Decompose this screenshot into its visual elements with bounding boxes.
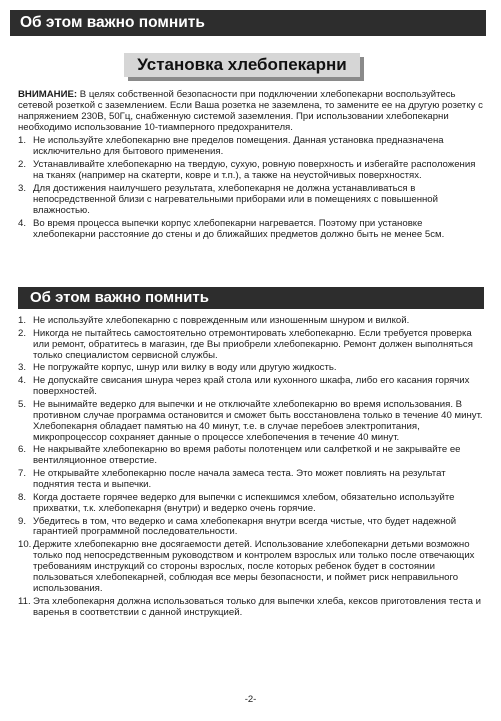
list-item [18,540,484,595]
item-number: 5. [18,398,27,410]
list-item [18,160,484,182]
item-number: 4. [18,375,27,387]
list-item [18,400,484,444]
item-number: 9. [18,515,27,527]
item-number: 11. [18,595,31,607]
page-number: -2- [244,694,257,705]
item-number: 3. [18,183,27,195]
install-list [18,136,484,241]
item-text: Во время процесса выпечки корпус хлебопекарни нагревается. Поэтому при установке хлебопекарни расстояние до стены и до ближайших предметов должно быть не менее 5см. [33,218,445,241]
item-text: Эта хлебопекарня должна использоваться только для выпечки хлеба, кексов приготовления теста и варенья в соответствии с данной инструкцией. [33,595,481,618]
item-text: Не открывайте хлебопекарню после начала замеса теста. Это может повлиять на результат поднятия теста и выпечки. [33,468,446,491]
list-item [18,219,484,241]
list-item [18,493,484,515]
section-title-important: Об этом важно помнить [18,287,484,309]
list-item [18,469,484,491]
list-item [18,363,484,374]
item-text: Убедитесь в том, что ведерко и сама хлебопекарня внутри всегда чистые, что будет надежной гарантией программной последовательности. [33,515,457,538]
item-text: Устанавливайте хлебопекарню на твердую, сухую, ровную поверхность и избегайте расположения на тканях (например на скатерти, ковре и т.п.), а также на неустойчивых поверхностях. [33,158,476,181]
item-text: Когда достаете горячее ведерко для выпечки с испекшимся хлебом, обязательно используйте прихватки, т.к. хлебопекарня (внутри) и ведерко очень горячие. [33,491,455,514]
list-item [18,136,484,158]
item-number: 6. [18,444,27,456]
item-number: 3. [18,362,27,374]
item-number: 4. [18,218,27,230]
item-number: 7. [18,468,27,480]
item-text: Для достижения наилучшего результата, хлебопекарня не должна устанавливаться в непосредственной близи с нагревательными приборами или в помещениях с повышенной влажностью. [33,183,438,216]
item-text: Не накрывайте хлебопекарню во время работы полотенцем или салфеткой и не закрывайте ее вентиляционное отверстие. [33,444,461,467]
item-number: 2. [18,327,27,339]
list-item [18,316,484,327]
item-number: 10. [18,539,32,551]
item-number: 2. [18,158,27,170]
item-text: Не используйте хлебопекарню с поврежденным или изношенным шнуром и вилкой. [33,315,410,326]
item-number: 1. [18,315,27,326]
list-item [18,445,484,467]
list-item [18,376,484,398]
list-item [18,517,484,539]
item-text: Не используйте хлебопекарню вне пределов помещения. Данная установка предназначена исключительно для бытового применения. [33,134,444,157]
page-header: Об этом важно помнить [10,10,486,36]
item-text: Не допускайте свисания шнура через край стола или кухонного шкафа, либо его касания горячих поверхностей. [33,375,470,398]
list-item [18,329,484,362]
item-text: Не погружайте корпус, шнур или вилку в воду или другую жидкость. [33,362,337,374]
list-item [18,597,484,619]
warning-text: В целях собственной безопасности при подключении хлебопекарни воспользуйтесь сетевой розеткой с заземлением. Если Ваша розетка не заземлена, то замените ее на другую розетку с напряжением 230В, 50Гц, снабженную системой заземления. При использовании хлебопекарни необходимо использование 10-тиамперного предохранителя. [18,89,483,133]
list-item [18,184,484,217]
warning-label: ВНИМАНИЕ: [18,89,78,100]
item-number: 8. [18,491,27,503]
section-title-install: Установка хлебопекарни [124,53,360,77]
item-text: Никогда не пытайтесь самостоятельно отремонтировать хлебопекарню. Если требуется проверка или ремонт, обратитесь в магазин, где Вы приобрели хлебопекарню. Ремонт должен выполняться только специалистом сервисной службы. [33,327,473,361]
item-text: Не вынимайте ведерко для выпечки и не отключайте хлебопекарню во время использования. В противном случае программа остановится и сможет быть восстановлена только в течение 40 минут. Хлебопекарня обладает памятью на 40 минут, т.е. в случае перебоев электропитания, микропроцессор сохраняет данные о процессе хлебопечения в течение 40 минут. [33,398,483,443]
important-list-block [18,316,484,620]
item-text: Держите хлебопекарню вне досягаемости детей. Использование хлебопекарни детьми возможно только под непосредственным руководством и контролем взрослых или только после отвечающих требованиям инструкций со стороны взрослых, после которых ребенок будет в состоянии пользоваться хлебопекарней, соблюдая все меры безопасности, и поймет риск неправильного использования. [33,539,475,594]
important-list [18,316,484,618]
item-number: 1. [18,134,27,146]
warning-paragraph [18,90,484,243]
